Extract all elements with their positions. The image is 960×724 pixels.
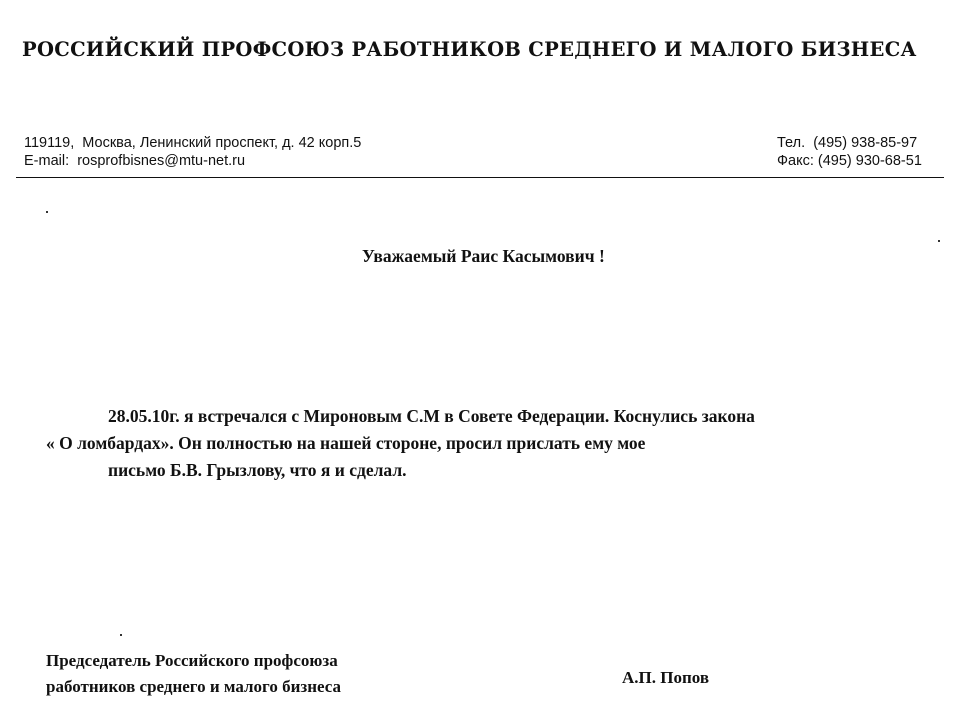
contacts-left bbox=[24, 134, 361, 170]
body-line: письмо Б.В. Грызлову, что я и сделал. bbox=[108, 460, 407, 480]
contacts-right bbox=[777, 134, 922, 170]
scan-speck bbox=[46, 211, 48, 213]
street-address: Москва, Ленинский проспект, д. 42 корп.5 bbox=[82, 135, 362, 151]
organization-title: РОССИЙСКИЙ ПРОФСОЮЗ РАБОТНИКОВ СРЕДНЕГО И МАЛОГО БИЗНЕСА bbox=[22, 38, 917, 61]
phone-label: Тел. bbox=[777, 135, 806, 151]
signer-position bbox=[46, 648, 341, 700]
fax-label: Факс: bbox=[777, 153, 814, 169]
address-line bbox=[24, 134, 361, 152]
fax-line bbox=[777, 152, 922, 170]
phone-number: (495) 938-85-97 bbox=[813, 135, 918, 151]
letter-body bbox=[46, 403, 926, 484]
scan-speck bbox=[120, 634, 122, 636]
fax-number: (495) 930-68-51 bbox=[817, 153, 922, 169]
signer-name: А.П. Попов bbox=[622, 668, 710, 687]
email-label: E-mail: bbox=[24, 153, 70, 169]
phone-line bbox=[777, 134, 922, 152]
email-line bbox=[24, 152, 361, 170]
signer-position-line: Председатель Российского профсоюза bbox=[46, 651, 338, 670]
body-line: « О ломбардах». Он полностью на нашей стороне, просил прислать ему мое bbox=[46, 433, 646, 453]
email-address: rosprofbisnes@mtu-net.ru bbox=[77, 153, 246, 169]
postal-index: 119119, bbox=[24, 135, 75, 151]
signer-position-line: работников среднего и малого бизнеса bbox=[46, 677, 342, 696]
scan-speck bbox=[938, 240, 940, 242]
body-line: 28.05.10г. я встречался с Мироновым С.М в Совете Федерации. Коснулись закона bbox=[108, 406, 755, 426]
letterhead-divider bbox=[16, 177, 944, 178]
salutation: Уважаемый Раис Касымович ! bbox=[362, 246, 605, 266]
